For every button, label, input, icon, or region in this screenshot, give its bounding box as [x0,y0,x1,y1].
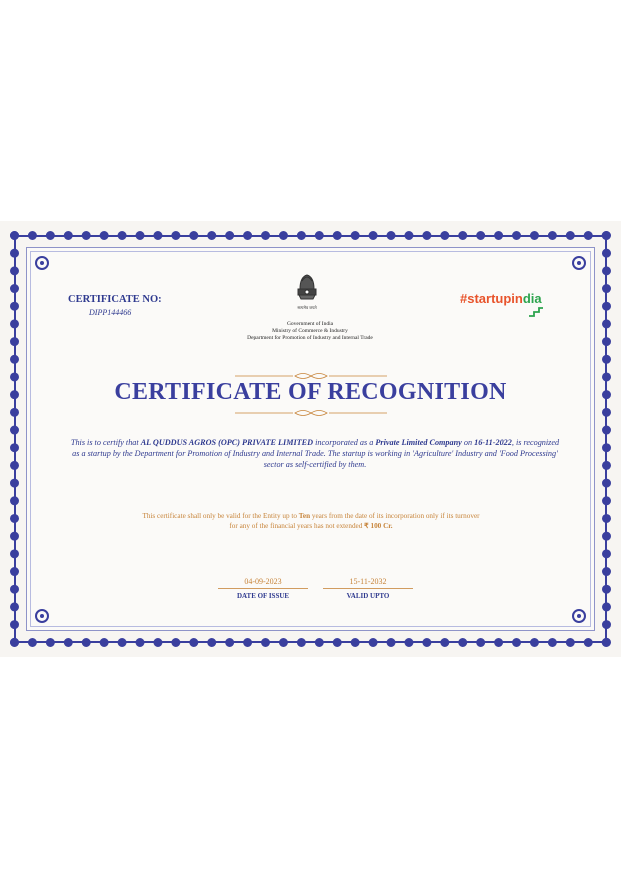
valid-date-label: VALID UPTO [346,592,390,600]
logo-text: #startupin [460,291,523,306]
corner-ornament-icon [572,609,586,623]
certificate-title: CERTIFICATE OF RECOGNITION [114,379,507,405]
gov-line-1: Government of India [286,321,334,327]
certificate-body: This is to certify that AL QUDDUS AGROS (OPC) PRIVATE LIMITED incorporated as a Private Limited Company on 16-11-2022, is recognized as a startup by the Department for Promotion of Industry and Internal Trade. The startup is working in 'Agriculture' Industry and 'Food Processing' sector as self-certified by them. [70,438,560,469]
corner-ornament-icon [35,256,49,270]
certificate [0,221,621,657]
ornament-bottom-icon [235,408,387,418]
logo-text-accent: dia [522,291,542,306]
corner-ornament-icon [572,256,586,270]
validity-note: This certificate shall only be valid for the Entity up to Ten years from the date of its incorporation only if its turnover for any of the financial years has not extended ₹ 100 Cr. [142,512,480,530]
gov-line-3: Department for Promotion of Industry and Internal Trade [247,335,373,341]
certificate-number: DIPP144466 [89,308,132,317]
issue-date: 04-09-2023 [244,577,282,586]
corner-ornament-icon [35,609,49,623]
valid-date-block [323,577,413,600]
issue-date-label: DATE OF ISSUE [236,592,290,600]
company-name: AL QUDDUS AGROS (OPC) PRIVATE LIMITED [140,438,314,447]
valid-date: 15-11-2032 [349,577,387,586]
divider [323,588,413,589]
logo-arrow-icon [528,307,544,317]
certificate-number-label: CERTIFICATE NO: [68,294,162,305]
national-emblem-icon [292,271,322,315]
issue-date-block [218,577,308,600]
gov-line-2: Ministry of Commerce & Industry [272,328,348,334]
divider [218,588,308,589]
government-heading [210,321,410,342]
startupindia-logo [460,291,542,306]
emblem-motto: सत्यमेव जयते [297,305,317,310]
incorporation-date: 16-11-2022 [474,438,512,447]
company-type: Private Limited Company [375,438,462,447]
